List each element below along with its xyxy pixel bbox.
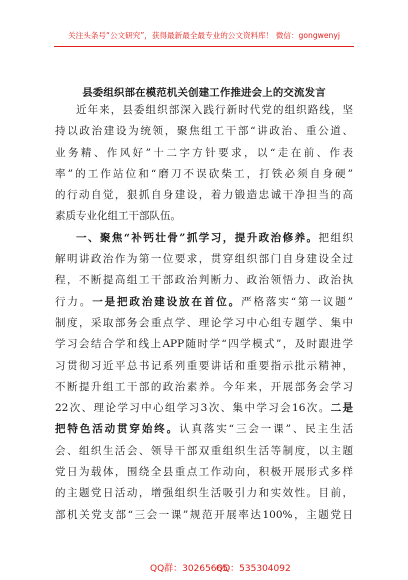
footer-qq: QQ：535304092 (216, 564, 291, 574)
subpoint-heading: 二是 (330, 402, 354, 415)
header-divider (54, 46, 354, 47)
paragraph-line: 的主题党日活动，增强组织生活吸引力和实效性。目前， (55, 487, 353, 500)
paragraph-line (55, 292, 353, 313)
paragraph-line: 解明讲政治作为第一位要求，贯穿组织部门自身建设全过 (55, 253, 353, 266)
section-text: 把组织 (318, 231, 353, 244)
subpoint-heading: 一是把政治建设放在首位。 (92, 295, 242, 308)
paragraph-line: 的行动自觉，狠抓自身建设，着力锻造忠诚干净担当的高 (55, 189, 353, 202)
document-body (55, 100, 353, 526)
paragraph-text: 22次、理论学习中心组学习3次、集中学习会16次。 (55, 402, 331, 415)
paragraph-line: 不断提升组工干部的政治素养。今年来，开展部务会学习 (55, 380, 353, 393)
paragraph-line (55, 398, 353, 419)
paragraph-text: 认真落实“三会一课”、民主生活 (179, 423, 353, 436)
paragraph-line: 素质专业化组工干部队伍。 (55, 210, 181, 223)
paragraph-line: 程，不断提高组工干部政治判断力、政治领悟力、政治执 (55, 274, 353, 287)
paragraph-line: 会、组织生活会、领导干部双重组织生活等制度，以主题 (55, 444, 353, 457)
document-title: 县委组织部在模范机关创建工作推进会上的交流发言 (82, 87, 326, 99)
subpoint-heading: 把特色活动贯穿始终。 (55, 423, 180, 436)
paragraph-line: 制度，采取部务会重点学、理论学习中心组专题学、集中 (55, 316, 353, 329)
paragraph-line: 学习会结合学和线上APP随时学“四学模式”，及时跟进学 (55, 338, 353, 351)
paragraph-line (55, 419, 353, 440)
paragraph-line: 持以政治建设为统领，聚焦组工干部“讲政治、重公道、 (55, 125, 353, 138)
paragraph-text: 严格落实“第一议题” (241, 295, 353, 308)
paragraph-text: 行力。 (55, 295, 93, 308)
section-heading: 一、聚焦“补钙壮骨”抓学习，提升政治修养。 (76, 231, 319, 244)
paragraph-line: 习贯彻习近平总书记系列重要讲话和重要指示批示精神， (55, 359, 353, 372)
paragraph-line: 近年来，县委组织部深入践行新时代党的组织路线，坚 (76, 104, 353, 116)
section-heading-line (55, 228, 353, 249)
paragraph-line: 部机关党支部“三会一课”规范开展率达100%，主题党日 (55, 508, 353, 521)
page-header: 关注头条号“公文研究”，获得最新最全最专业的公文资料库！ 微信：gongwenyj (68, 31, 340, 40)
footer-qq-group: QQ群：30265665 (150, 564, 228, 574)
paragraph-line: 党日为载体，围绕全县重点工作动向，积极开展形式多样 (55, 466, 353, 479)
paragraph-line: 率”的工作站位和“磨刀不误砍柴工，打铁必须自身硬” (55, 167, 353, 180)
paragraph-line: 业务精、作风好”十二字方针要求，以“走在前、作表 (55, 146, 353, 159)
